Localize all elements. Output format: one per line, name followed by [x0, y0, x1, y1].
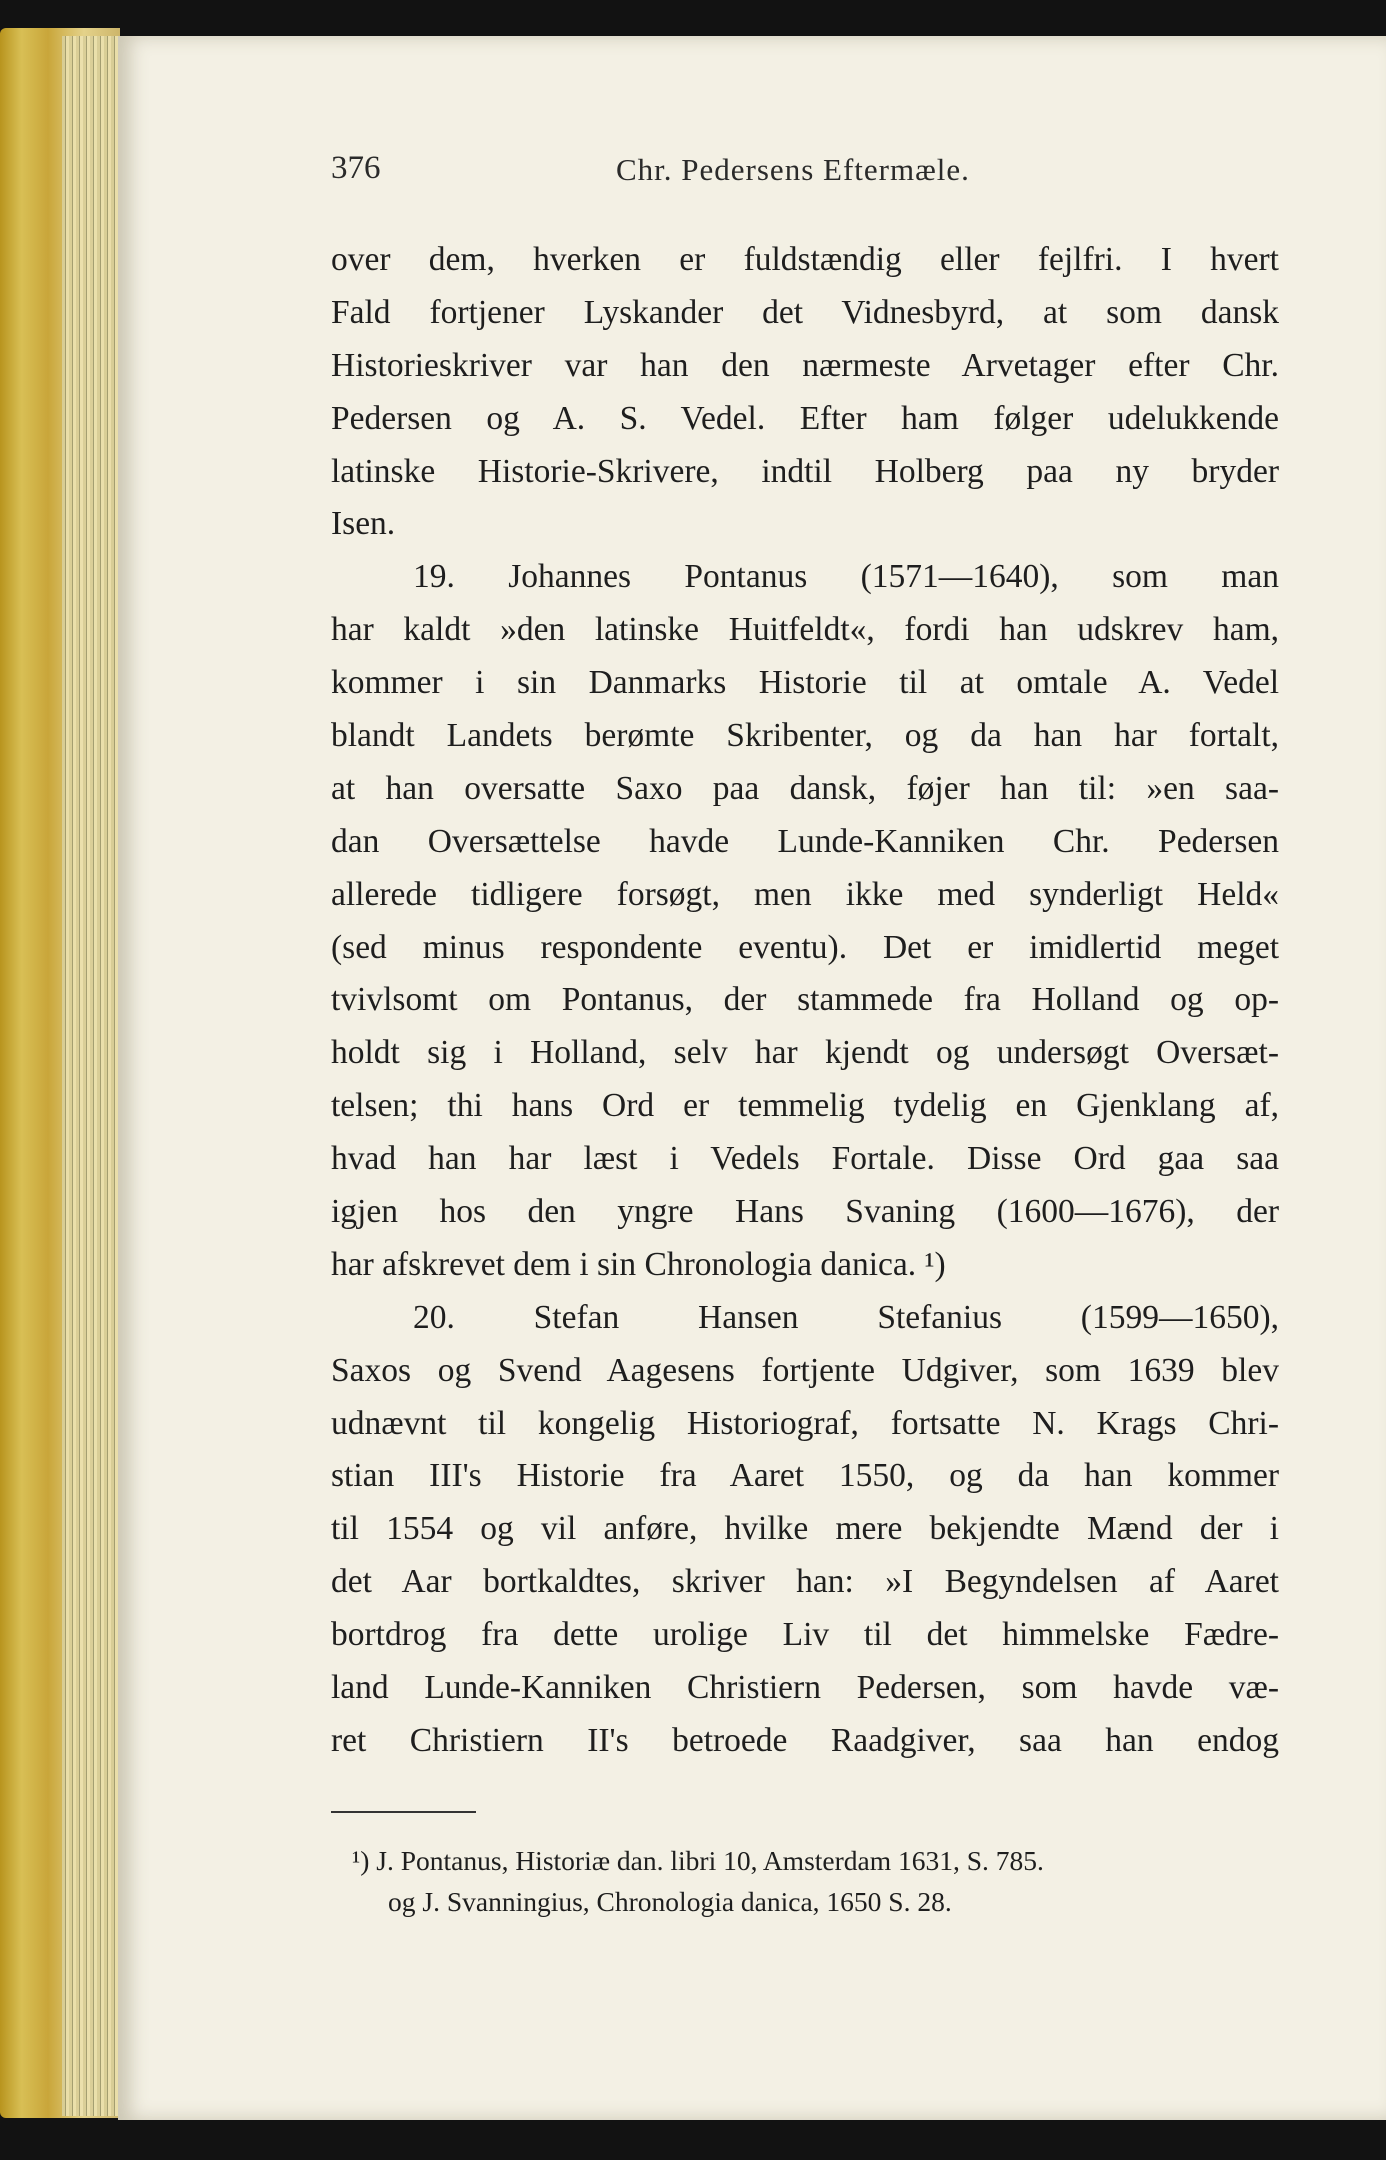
- text-line: over dem, hverken er fuldstændig eller fejlfri. I hvert: [331, 241, 1279, 278]
- text-line: (sed minus respondente eventu). Det er imidlertid meget: [331, 928, 1279, 966]
- text-line: har kaldt »den latinske Huitfeldt«, fordi han udskrev ham,: [331, 611, 1279, 649]
- text-line: blandt Landets berømte Skribenter, og da han har fortalt,: [331, 717, 1279, 755]
- footnote-line: ¹) J. Pontanus, Historiæ dan. libri 10, Amsterdam 1631, S. 785.: [352, 1845, 1044, 1876]
- text-line: Isen.: [331, 505, 396, 543]
- text-line: Historieskriver var han den nærmeste Arvetager efter Chr.: [331, 346, 1279, 384]
- text-line: Saxos og Svend Aagesens fortjente Udgiver, som 1639 blev: [331, 1351, 1279, 1389]
- text-line: udnævnt til kongelig Historiograf, fortsatte N. Krags Chri-: [331, 1404, 1279, 1442]
- text-line: hvad han har læst i Vedels Fortale. Disse Ord gaa saa: [331, 1140, 1279, 1178]
- text-line: Pedersen og A. S. Vedel. Efter ham følger udelukkende: [331, 399, 1279, 437]
- page-number: 376: [331, 150, 381, 186]
- section-19-start: 19. Johannes Pontanus (1571—1640), som man: [413, 558, 1279, 596]
- text-line: holdt sig i Holland, selv har kjendt og undersøgt Oversæt-: [331, 1034, 1279, 1072]
- text-line: det Aar bortkaldtes, skriver han: »I Begyndelsen af Aaret: [331, 1563, 1279, 1601]
- section-20-start: 20. Stefan Hansen Stefanius (1599—1650),: [413, 1298, 1279, 1336]
- text-line: land Lunde-Kanniken Christiern Pedersen, som havde væ-: [331, 1669, 1279, 1707]
- text-line: at han oversatte Saxo paa dansk, føjer han til: »en saa-: [331, 769, 1279, 807]
- text-line: allerede tidligere forsøgt, men ikke med synderligt Held«: [331, 875, 1279, 913]
- text-line: Fald fortjener Lyskander det Vidnesbyrd, at som dansk: [331, 293, 1279, 331]
- text-line: tvivlsomt om Pontanus, der stammede fra Holland og op-: [331, 981, 1279, 1019]
- text-line: kommer i sin Danmarks Historie til at omtale A. Vedel: [331, 664, 1279, 702]
- footnote-divider: [331, 1811, 476, 1813]
- text-line: dan Oversættelse havde Lunde-Kanniken Chr. Pedersen: [331, 822, 1279, 860]
- text-line: ret Christiern II's betroede Raadgiver, saa han endog: [331, 1721, 1279, 1759]
- body-text: [331, 234, 1279, 1768]
- text-line: har afskrevet dem i sin Chronologia danica. ¹): [331, 1245, 946, 1283]
- text-line: bortdrog fra dette urolige Liv til det himmelske Fædre-: [331, 1616, 1279, 1654]
- footnote-line: og J. Svanningius, Chronologia danica, 1650 S. 28.: [388, 1886, 952, 1917]
- running-title: Chr. Pedersens Eftermæle.: [616, 152, 970, 187]
- footnotes: [352, 1840, 1282, 1922]
- text-line: latinske Historie-Skrivere, indtil Holberg paa ny bryder: [331, 452, 1279, 490]
- text-line: stian III's Historie fra Aaret 1550, og da han kommer: [331, 1457, 1279, 1495]
- text-line: til 1554 og vil anføre, hvilke mere bekjendte Mænd der i: [331, 1510, 1279, 1548]
- text-line: igjen hos den yngre Hans Svaning (1600—1676), der: [331, 1193, 1279, 1231]
- text-line: telsen; thi hans Ord er temmelig tydelig en Gjenklang af,: [331, 1087, 1279, 1125]
